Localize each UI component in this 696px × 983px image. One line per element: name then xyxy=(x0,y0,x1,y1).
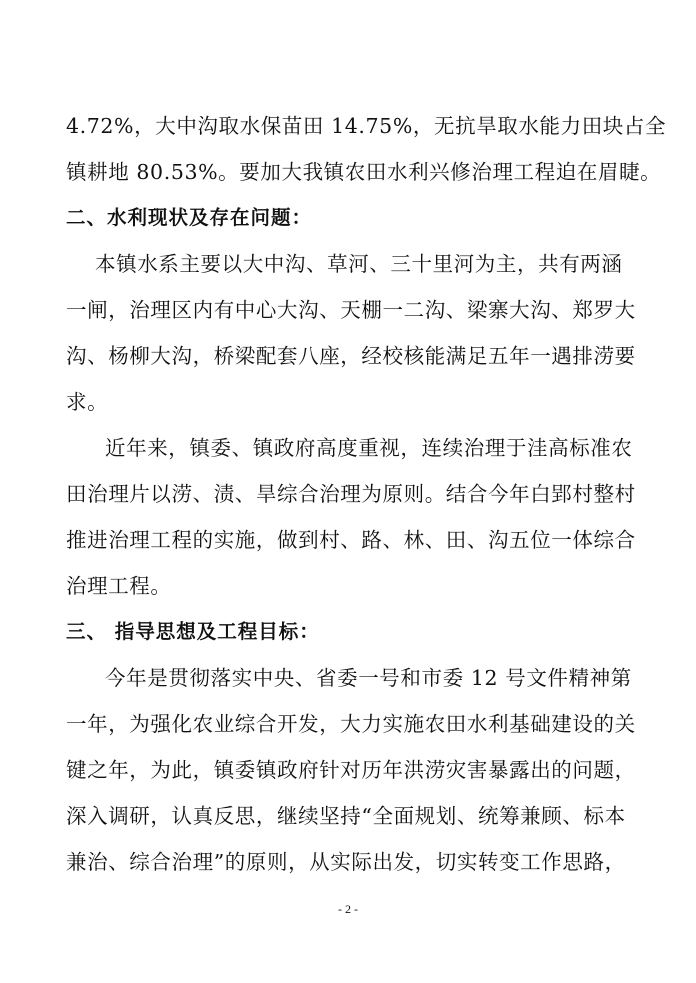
section-heading: 三、 指导思想及工程目标： xyxy=(66,620,320,643)
body-text-line: 今年是贯彻落实中央、省委一号和市委 12 号文件精神第 xyxy=(105,666,632,690)
body-text-line: 沟、杨柳大沟，桥梁配套八座，经校核能满足五年一遇排涝要 xyxy=(66,344,636,368)
body-text-line: 键之年，为此，镇委镇政府针对历年洪涝灾害暴露出的问题， xyxy=(66,758,636,782)
body-text-line: 田治理片以涝、渍、旱综合治理为原则。结合今年白郢村整村 xyxy=(66,482,636,506)
body-text-line: 本镇水系主要以大中沟、草河、三十里河为主，共有两涵 xyxy=(95,252,623,276)
body-text-line: 治理工程。 xyxy=(66,574,172,598)
body-text-line: 近年来，镇委、镇政府高度重视，连续治理于洼高标准农 xyxy=(105,436,633,460)
page-number: - 2 - xyxy=(338,902,358,916)
body-text-line: 深入调研，认真反思，继续坚持“全面规划、统筹兼顾、标本 xyxy=(66,804,626,828)
body-text-line: 兼治、综合治理”的原则，从实际出发，切实转变工作思路， xyxy=(66,850,626,874)
body-text-line: 推进治理工程的实施，做到村、路、林、田、沟五位一体综合 xyxy=(66,528,636,552)
body-text-line: 求。 xyxy=(66,390,109,414)
section-heading: 二、水利现状及存在问题： xyxy=(66,206,313,229)
body-text-line: 一年，为强化农业综合开发，大力实施农田水利基础建设的关 xyxy=(66,712,636,736)
body-text-line: 一闸，治理区内有中心大沟、天棚一二沟、梁寨大沟、郑罗大 xyxy=(66,298,636,322)
body-text-line: 4.72%，大中沟取水保苗田 14.75%，无抗旱取水能力田块占全 xyxy=(66,114,667,138)
body-text-line: 镇耕地 80.53%。要加大我镇农田水利兴修治理工程迫在眉睫。 xyxy=(66,160,662,184)
